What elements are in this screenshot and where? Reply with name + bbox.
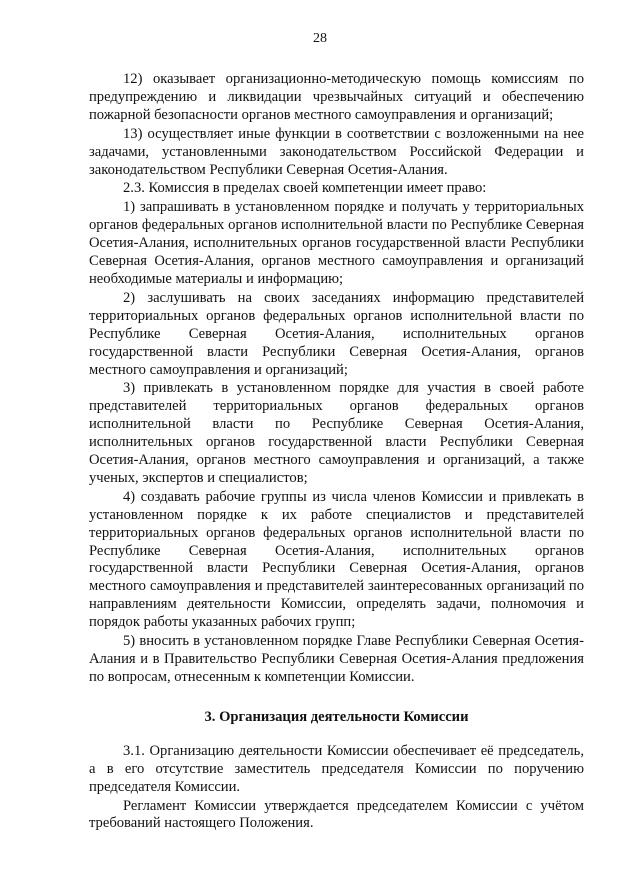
paragraph-item-13: 13) осуществляет иные функции в соответствии с возложенными на нее задачами, установленными законодательством Российской Федерации и законодательством Республики Северная Осетия-Алания.	[89, 125, 584, 178]
paragraph-item-12: 12) оказывает организационно-методическую помощь комиссиям по предупреждению и ликвидации чрезвычайных ситуаций и обеспечению пожарной безопасности органов местного самоуправления и организаций;	[89, 71, 584, 123]
document-body	[89, 71, 584, 833]
paragraph-right-4: 4) создавать рабочие группы из числа членов Комиссии и привлекать в установленном порядке к их работе специалистов и представителей территориальных органов федеральных органов исполнительной власти по Республике Северная Осетия-Алания, исполнительных органов государственной власти Республики Северная Осетия-Алания, органов местного самоуправления и представителей заинтересованных организаций по направлениям деятельности Комиссии, определять задачи, полномочия и порядок работы указанных рабочих групп;	[89, 488, 584, 631]
paragraph-regulation: Регламент Комиссии утверждается председателем Комиссии с учётом требований настоящего Положения.	[89, 797, 584, 832]
paragraph-right-2: 2) заслушивать на своих заседаниях информацию представителей территориальных органов федеральных органов исполнительной власти по Республике Северная Осетия-Алания, исполнительных органов государственной власти Республики Северная Осетия-Алания, органов местного самоуправления и организаций;	[89, 289, 584, 378]
page-number: 28	[313, 31, 327, 46]
paragraph-right-3: 3) привлекать в установленном порядке для участия в своей работе представителей территориальных органов федеральных органов исполнительной власти по Республике Северная Осетия-Алания, исполнительных органов государственной власти Республики Северная Осетия-Алания, органов местного самоуправления и организаций, а также ученых, экспертов и специалистов;	[89, 380, 584, 486]
paragraph-right-1: 1) запрашивать в установленном порядке и получать у территориальных органов федеральных органов исполнительной власти по Республике Северная Осетия-Алания, исполнительных органов государственной власти Республики Северная Осетия-Алания, органов местного самоуправления и организаций необходимые материалы и информацию;	[89, 199, 584, 287]
paragraph-right-5: 5) вносить в установленном порядке Главе Республики Северная Осетия-Алания и в Правительство Республики Северная Осетия-Алания предложения по вопросам, отнесенным к компетенции Комиссии.	[89, 633, 584, 685]
section-heading: 3. Организация деятельности Комиссии	[204, 708, 469, 725]
paragraph-clause-3-1: 3.1. Организацию деятельности Комиссии обеспечивает её председатель, а в его отсутствие заместитель председателя Комиссии по поручению председателя Комиссии.	[89, 742, 584, 795]
paragraph-clause-2-3: 2.3. Комиссия в пределах своей компетенции имеет право:	[123, 180, 487, 197]
